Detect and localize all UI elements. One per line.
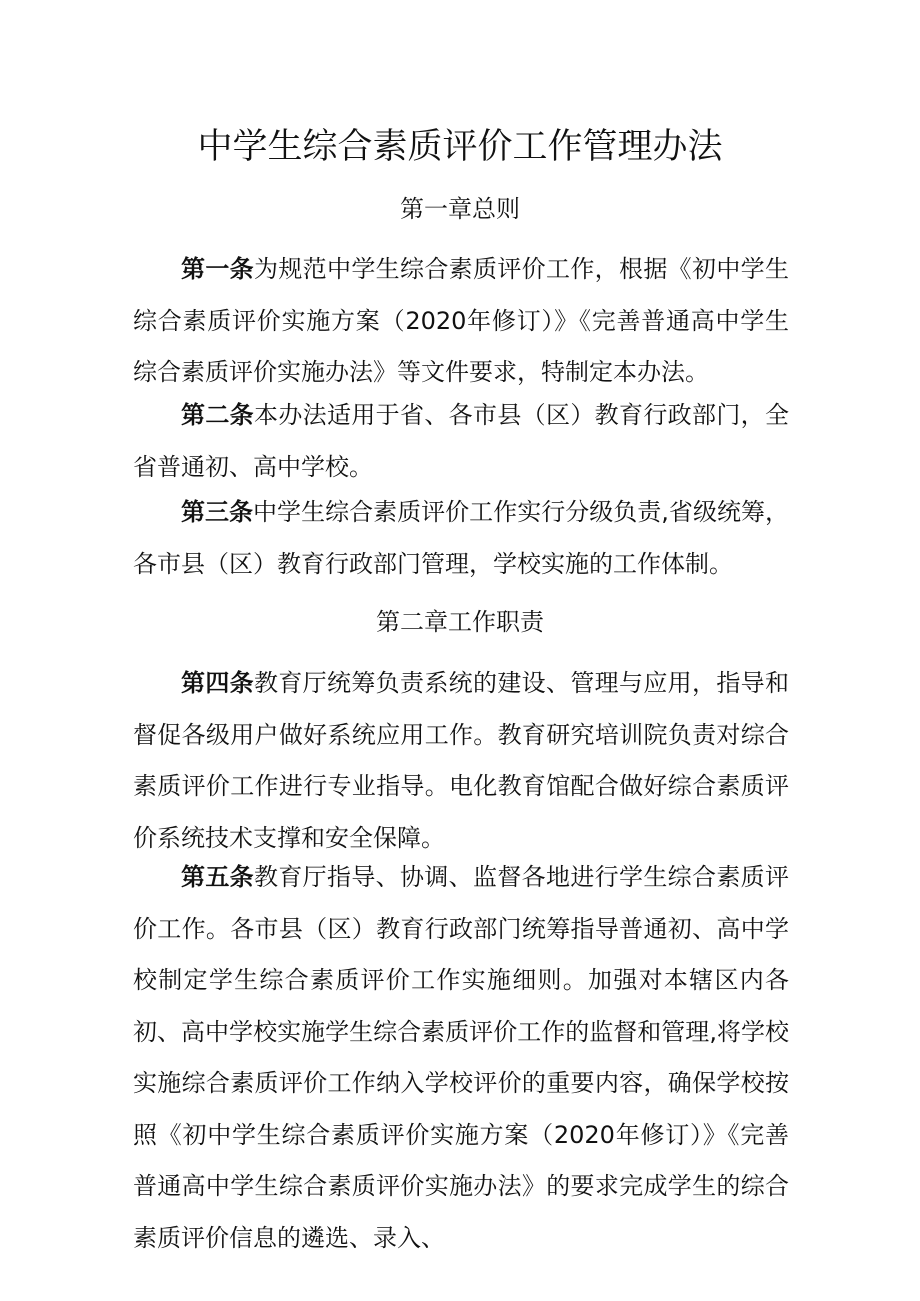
article-text: 教育厅指导、协调、监督各地进行学生综合素质评价工作。各市县（区）教育行政部门统筹指导普通初、高中学校制定学生综合素质评价工作实施细则。加强对本辖区内各初、高中学校实施学生综合素质评价工作的监督和管理,将学校实施综合素质评价工作纳入学校评价的重要内容，确保学校按照《初中学生综合素质评价实施方案（2020年修订）》《完善普通高中学生综合素质评价实施办法》的要求完成学生的综合素质评价信息的遴选、录入、	[133, 863, 789, 1252]
article-paragraph	[133, 244, 789, 399]
article-label: 第三条	[181, 498, 254, 526]
article-label: 第一条	[181, 255, 254, 283]
article-text: 中学生综合素质评价工作实行分级负责,省级统筹，各市县（区）教育行政部门管理，学校实施的工作体制。	[133, 498, 789, 578]
article-label: 第四条	[181, 669, 254, 697]
article-text: 为规范中学生综合素质评价工作，根据《初中学生综合素质评价实施方案（2020年修订）》《完善普通高中学生综合素质评价实施办法》等文件要求，特制定本办法。	[133, 255, 789, 386]
document-title: 中学生综合素质评价工作管理办法	[197, 127, 723, 167]
article-paragraph	[133, 487, 789, 590]
article-paragraph	[133, 390, 789, 493]
article-paragraph	[133, 658, 789, 864]
article-label: 第二条	[181, 401, 254, 429]
article-text: 教育厅统筹负责系统的建设、管理与应用，指导和督促各级用户做好系统应用工作。教育研究培训院负责对综合素质评价工作进行专业指导。电化教育馆配合做好综合素质评价系统技术支撑和安全保障。	[133, 669, 789, 852]
article-label: 第五条	[181, 863, 254, 891]
chapter-heading: 第二章工作职责	[376, 608, 544, 636]
article-paragraph	[133, 852, 789, 1264]
chapter-heading: 第一章总则	[400, 195, 520, 223]
article-text: 本办法适用于省、各市县（区）教育行政部门，全省普通初、高中学校。	[133, 401, 789, 481]
